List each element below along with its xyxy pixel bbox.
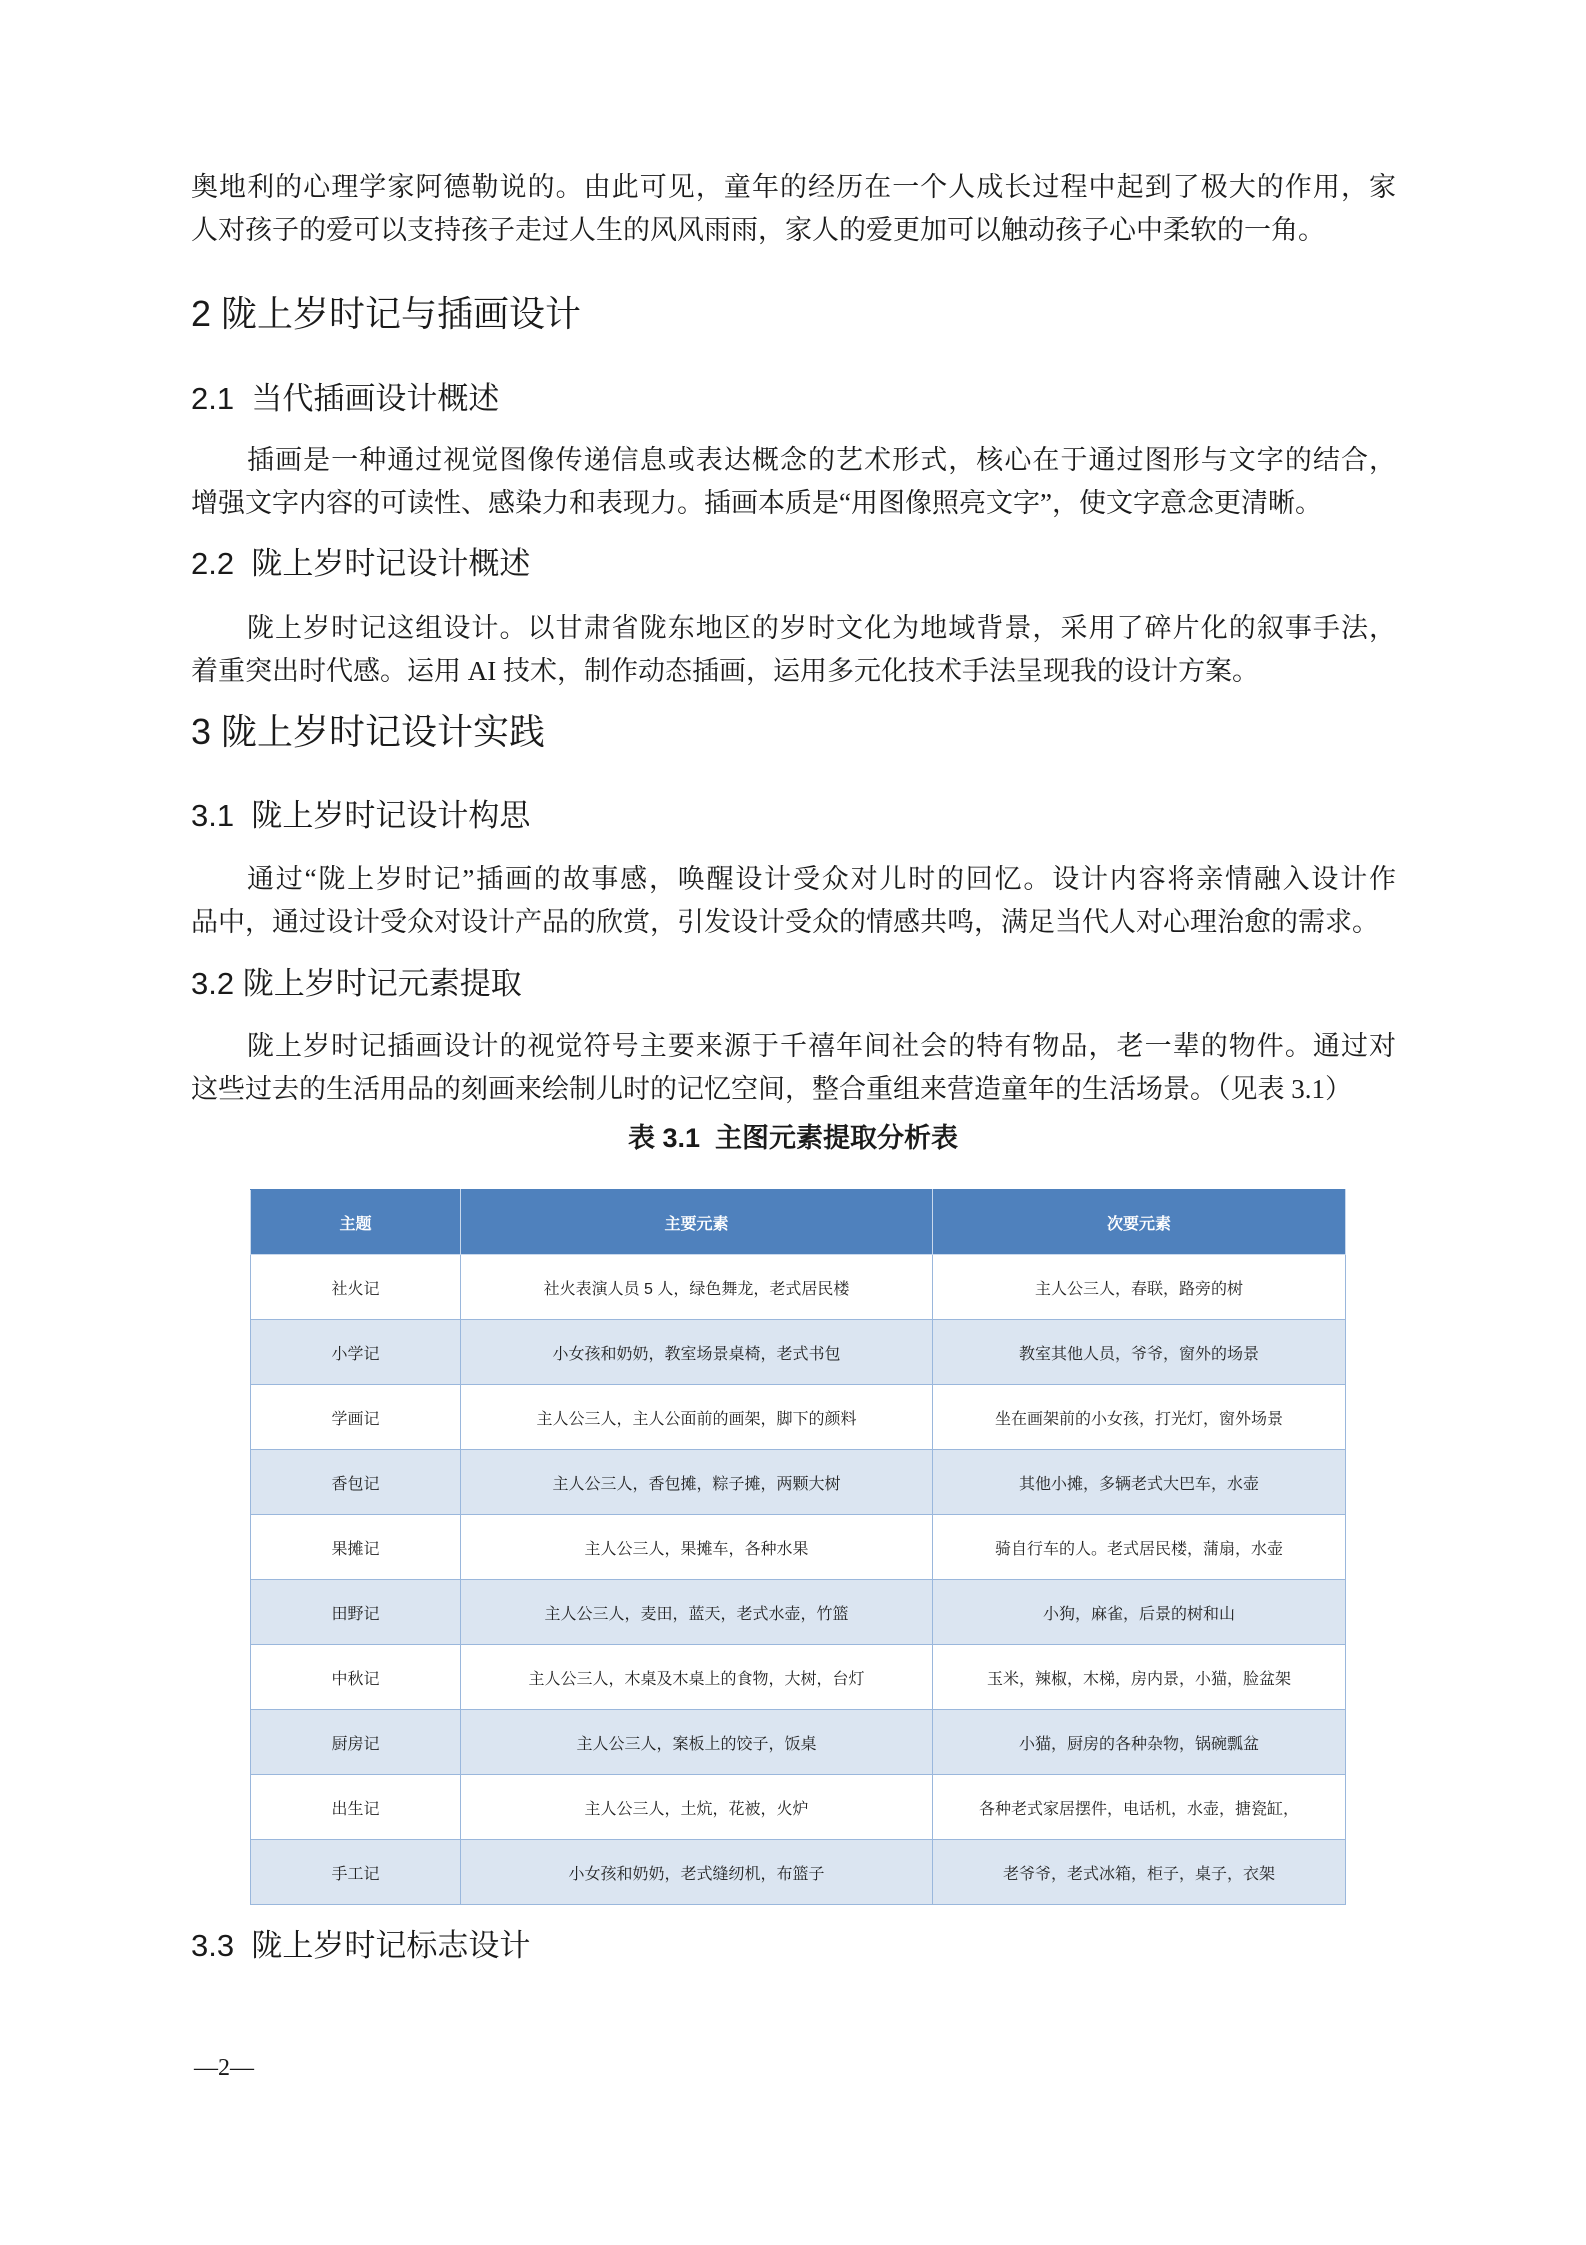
section-3-heading: 3 陇上岁时记设计实践 <box>191 711 546 752</box>
paragraph-line: 着重突出时代感。运用 AI 技术，制作动态插画，运用多元化技术手法呈现我的设计方案。 <box>191 656 1259 686</box>
main-elements-cell: 主人公三人，案板上的饺子，饭桌 <box>461 1710 933 1775</box>
main-elements-cell: 社火表演人员 5 人，绿色舞龙，老式居民楼 <box>461 1255 933 1320</box>
table-header-main-elements: 主要元素 <box>461 1190 933 1255</box>
section-2-heading: 2 陇上岁时记与插画设计 <box>191 293 582 334</box>
secondary-elements-cell: 老爷爷，老式冰箱，柜子，桌子，衣架 <box>933 1840 1346 1905</box>
secondary-elements-cell: 其他小摊，多辆老式大巴车，水壶 <box>933 1450 1346 1515</box>
secondary-elements-cell: 骑自行车的人。老式居民楼，蒲扇，水壶 <box>933 1515 1346 1580</box>
theme-cell: 果摊记 <box>251 1515 461 1580</box>
table-caption: 表 3.1 主图元素提取分析表 <box>627 1123 959 1153</box>
secondary-elements-cell: 坐在画架前的小女孩，打光灯，窗外场景 <box>933 1385 1346 1450</box>
table-header-theme: 主题 <box>251 1190 461 1255</box>
paragraph-line: 陇上岁时记这组设计。以甘肃省陇东地区的岁时文化为地域背景，采用了碎片化的叙事手法， <box>247 613 1396 643</box>
secondary-elements-cell: 教室其他人员，爷爷，窗外的场景 <box>933 1320 1346 1385</box>
main-elements-cell: 主人公三人，麦田，蓝天，老式水壶，竹篮 <box>461 1580 933 1645</box>
table-row <box>251 1775 1346 1840</box>
theme-cell: 中秋记 <box>251 1645 461 1710</box>
main-elements-cell: 主人公三人，主人公面前的画架，脚下的颜料 <box>461 1385 933 1450</box>
paragraph-line: 奥地利的心理学家阿德勒说的。由此可见，童年的经历在一个人成长过程中起到了极大的作用，家 <box>191 172 1396 202</box>
paragraph-line: 通过“陇上岁时记”插画的故事感，唤醒设计受众对儿时的回忆。设计内容将亲情融入设计作 <box>247 864 1396 894</box>
theme-cell: 厨房记 <box>251 1710 461 1775</box>
subsection-3-2-paragraph <box>191 1025 1396 1111</box>
paragraph-line: 品中，通过设计受众对设计产品的欣赏，引发设计受众的情感共鸣，满足当代人对心理治愈的需求。 <box>191 907 1379 937</box>
secondary-elements-cell: 各种老式家居摆件，电话机，水壶，搪瓷缸， <box>933 1775 1346 1840</box>
secondary-elements-cell: 主人公三人，春联，路旁的树 <box>933 1255 1346 1320</box>
main-elements-cell: 主人公三人，香包摊，粽子摊，两颗大树 <box>461 1450 933 1515</box>
theme-cell: 出生记 <box>251 1775 461 1840</box>
table-header-secondary-elements: 次要元素 <box>933 1190 1346 1255</box>
subsection-2-2-paragraph <box>191 607 1396 693</box>
page-number: —2— <box>194 2055 254 2081</box>
theme-cell: 学画记 <box>251 1385 461 1450</box>
subsection-3-1-heading: 3.1 陇上岁时记设计构思 <box>191 798 531 833</box>
main-elements-cell: 小女孩和奶奶，教室场景桌椅，老式书包 <box>461 1320 933 1385</box>
element-analysis-table <box>250 1189 1346 1905</box>
table-row <box>251 1320 1346 1385</box>
table-header-row <box>251 1190 1346 1255</box>
paragraph-line: 增强文字内容的可读性、感染力和表现力。插画本质是“用图像照亮文字”，使文字意念更清晰。 <box>191 488 1322 518</box>
table-row <box>251 1450 1346 1515</box>
table-row <box>251 1645 1346 1710</box>
subsection-3-3-heading: 3.3 陇上岁时记标志设计 <box>191 1928 531 1963</box>
table-row <box>251 1515 1346 1580</box>
subsection-2-2-heading: 2.2 陇上岁时记设计概述 <box>191 546 531 581</box>
main-elements-cell: 主人公三人，木桌及木桌上的食物，大树，台灯 <box>461 1645 933 1710</box>
subsection-3-2-heading: 3.2 陇上岁时记元素提取 <box>191 966 522 1001</box>
main-elements-cell: 主人公三人，土炕，花被，火炉 <box>461 1775 933 1840</box>
main-elements-cell: 小女孩和奶奶，老式缝纫机，布篮子 <box>461 1840 933 1905</box>
table-row <box>251 1385 1346 1450</box>
intro-paragraph <box>191 166 1396 252</box>
secondary-elements-cell: 小狗，麻雀，后景的树和山 <box>933 1580 1346 1645</box>
theme-cell: 社火记 <box>251 1255 461 1320</box>
secondary-elements-cell: 玉米，辣椒，木梯，房内景，小猫，脸盆架 <box>933 1645 1346 1710</box>
table-row <box>251 1710 1346 1775</box>
table-row <box>251 1840 1346 1905</box>
subsection-2-1-heading: 2.1 当代插画设计概述 <box>191 381 500 416</box>
main-elements-cell: 主人公三人，果摊车，各种水果 <box>461 1515 933 1580</box>
subsection-3-1-paragraph <box>191 858 1396 944</box>
table-row <box>251 1580 1346 1645</box>
table-body <box>251 1255 1346 1905</box>
theme-cell: 田野记 <box>251 1580 461 1645</box>
subsection-2-1-paragraph <box>191 439 1396 525</box>
paragraph-line: 这些过去的生活用品的刻画来绘制儿时的记忆空间，整合重组来营造童年的生活场景。（见表 3.1） <box>191 1074 1352 1104</box>
table-row <box>251 1255 1346 1320</box>
paragraph-line: 插画是一种通过视觉图像传递信息或表达概念的艺术形式，核心在于通过图形与文字的结合， <box>247 445 1396 475</box>
paragraph-line: 陇上岁时记插画设计的视觉符号主要来源于千禧年间社会的特有物品，老一辈的物件。通过对 <box>247 1031 1396 1061</box>
theme-cell: 手工记 <box>251 1840 461 1905</box>
theme-cell: 小学记 <box>251 1320 461 1385</box>
theme-cell: 香包记 <box>251 1450 461 1515</box>
paragraph-line: 人对孩子的爱可以支持孩子走过人生的风风雨雨，家人的爱更加可以触动孩子心中柔软的一角。 <box>191 215 1325 245</box>
secondary-elements-cell: 小猫，厨房的各种杂物，锅碗瓢盆 <box>933 1710 1346 1775</box>
